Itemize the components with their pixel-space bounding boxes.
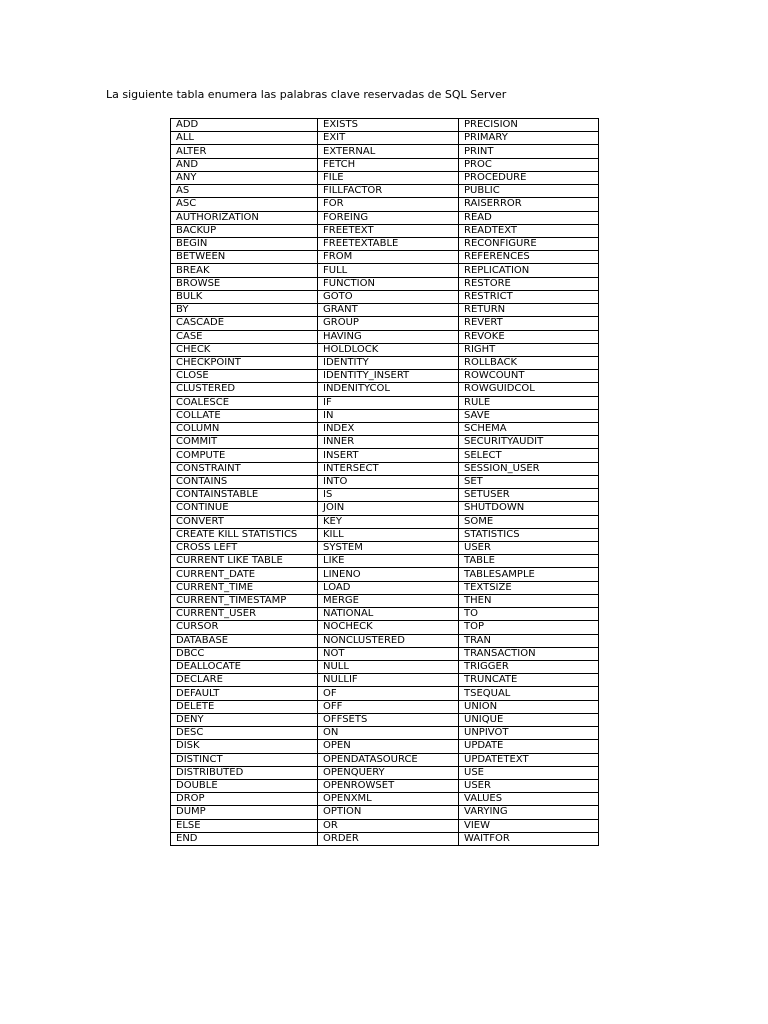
keyword-cell: DEFAULT [171, 687, 318, 700]
keyword-cell: WAITFOR [459, 832, 599, 845]
keyword-cell: RESTRICT [459, 290, 599, 303]
table-row [171, 647, 599, 660]
keyword-cell: PRIMARY [459, 132, 599, 145]
keyword-cell: ORDER [318, 832, 459, 845]
keyword-cell: DEALLOCATE [171, 660, 318, 673]
keyword-cell: RETURN [459, 304, 599, 317]
keyword-cell: INDEX [318, 423, 459, 436]
keyword-cell: OR [318, 819, 459, 832]
table-row [171, 330, 599, 343]
keyword-cell: EXTERNAL [318, 145, 459, 158]
keyword-cell: OFF [318, 700, 459, 713]
keyword-cell: UPDATE [459, 740, 599, 753]
keyword-cell: CURRENT_USER [171, 608, 318, 621]
table-row [171, 581, 599, 594]
keyword-cell: CASE [171, 330, 318, 343]
keyword-cell: NOCHECK [318, 621, 459, 634]
keyword-cell: IDENTITY [318, 356, 459, 369]
keyword-cell: DISTINCT [171, 753, 318, 766]
keyword-cell: LINENO [318, 568, 459, 581]
keyword-cell: FILLFACTOR [318, 185, 459, 198]
keyword-cell: REPLICATION [459, 264, 599, 277]
keyword-cell: LOAD [318, 581, 459, 594]
keyword-cell: DUMP [171, 806, 318, 819]
keyword-cell: CURSOR [171, 621, 318, 634]
keyword-cell: CHECKPOINT [171, 356, 318, 369]
table-row [171, 713, 599, 726]
table-row [171, 502, 599, 515]
keyword-cell: TO [459, 608, 599, 621]
keyword-cell: BROWSE [171, 277, 318, 290]
keywords-table-body [171, 119, 599, 846]
keyword-cell: ROWCOUNT [459, 370, 599, 383]
table-row [171, 277, 599, 290]
table-row [171, 264, 599, 277]
table-row [171, 621, 599, 634]
keyword-cell: CONTAINSTABLE [171, 489, 318, 502]
keyword-cell: UNIQUE [459, 713, 599, 726]
keyword-cell: INNER [318, 436, 459, 449]
keyword-cell: EXISTS [318, 119, 459, 132]
table-row [171, 237, 599, 250]
keyword-cell: TRANSACTION [459, 647, 599, 660]
table-row [171, 608, 599, 621]
keyword-cell: VALUES [459, 793, 599, 806]
keyword-cell: STATISTICS [459, 528, 599, 541]
keyword-cell: BREAK [171, 264, 318, 277]
keyword-cell: REVERT [459, 317, 599, 330]
keyword-cell: MERGE [318, 594, 459, 607]
keyword-cell: RESTORE [459, 277, 599, 290]
keyword-cell: CROSS LEFT [171, 542, 318, 555]
table-row [171, 185, 599, 198]
keyword-cell: OPTION [318, 806, 459, 819]
keyword-cell: DATABASE [171, 634, 318, 647]
keyword-cell: KILL [318, 528, 459, 541]
keyword-cell: TABLE [459, 555, 599, 568]
keyword-cell: DESC [171, 727, 318, 740]
keyword-cell: SOME [459, 515, 599, 528]
keyword-cell: TABLESAMPLE [459, 568, 599, 581]
keyword-cell: CURRENT_TIME [171, 581, 318, 594]
keyword-cell: VIEW [459, 819, 599, 832]
keyword-cell: FREETEXT [318, 224, 459, 237]
keyword-cell: CONTAINS [171, 475, 318, 488]
intro-paragraph: La siguiente tabla enumera las palabras clave reservadas de SQL Server [106, 88, 507, 101]
keyword-cell: EXIT [318, 132, 459, 145]
keyword-cell: NULLIF [318, 674, 459, 687]
keyword-cell: UNION [459, 700, 599, 713]
keyword-cell: REVOKE [459, 330, 599, 343]
keyword-cell: LIKE [318, 555, 459, 568]
keyword-cell: INDENITYCOL [318, 383, 459, 396]
table-row [171, 489, 599, 502]
keyword-cell: FETCH [318, 158, 459, 171]
keyword-cell: TRUNCATE [459, 674, 599, 687]
keyword-cell: FULL [318, 264, 459, 277]
table-row [171, 370, 599, 383]
keyword-cell: OF [318, 687, 459, 700]
keyword-cell: GROUP [318, 317, 459, 330]
reserved-keywords-table [170, 118, 599, 846]
keyword-cell: READ [459, 211, 599, 224]
keyword-cell: TRAN [459, 634, 599, 647]
keyword-cell: HOLDLOCK [318, 343, 459, 356]
table-row [171, 290, 599, 303]
keyword-cell: ON [318, 727, 459, 740]
keyword-cell: CLUSTERED [171, 383, 318, 396]
keyword-cell: THEN [459, 594, 599, 607]
keyword-cell: CONSTRAINT [171, 462, 318, 475]
keyword-cell: NONCLUSTERED [318, 634, 459, 647]
table-row [171, 779, 599, 792]
keyword-cell: INSERT [318, 449, 459, 462]
keyword-cell: OPENROWSET [318, 779, 459, 792]
table-row [171, 542, 599, 555]
keyword-cell: TRIGGER [459, 660, 599, 673]
keyword-cell: CASCADE [171, 317, 318, 330]
table-row [171, 158, 599, 171]
keyword-cell: FUNCTION [318, 277, 459, 290]
keyword-cell: CURRENT LIKE TABLE [171, 555, 318, 568]
table-row [171, 594, 599, 607]
keyword-cell: TOP [459, 621, 599, 634]
keyword-cell: SETUSER [459, 489, 599, 502]
keyword-cell: BULK [171, 290, 318, 303]
keyword-cell: RECONFIGURE [459, 237, 599, 250]
keyword-cell: SHUTDOWN [459, 502, 599, 515]
keyword-cell: CONTINUE [171, 502, 318, 515]
keyword-cell: TSEQUAL [459, 687, 599, 700]
keyword-cell: AND [171, 158, 318, 171]
keyword-cell: DOUBLE [171, 779, 318, 792]
keyword-cell: SESSION_USER [459, 462, 599, 475]
table-row [171, 819, 599, 832]
table-row [171, 753, 599, 766]
keyword-cell: PRECISION [459, 119, 599, 132]
keyword-cell: IDENTITY_INSERT [318, 370, 459, 383]
keyword-cell: IS [318, 489, 459, 502]
keyword-cell: GOTO [318, 290, 459, 303]
table-row [171, 674, 599, 687]
keyword-cell: PUBLIC [459, 185, 599, 198]
keyword-cell: USER [459, 779, 599, 792]
table-row [171, 211, 599, 224]
keyword-cell: CURRENT_TIMESTAMP [171, 594, 318, 607]
keyword-cell: FROM [318, 251, 459, 264]
keyword-cell: BETWEEN [171, 251, 318, 264]
keyword-cell: USER [459, 542, 599, 555]
table-row [171, 198, 599, 211]
table-row [171, 224, 599, 237]
table-row [171, 356, 599, 369]
keyword-cell: FREETEXTABLE [318, 237, 459, 250]
keyword-cell: PROCEDURE [459, 171, 599, 184]
table-row [171, 475, 599, 488]
keyword-cell: COLLATE [171, 409, 318, 422]
table-row [171, 660, 599, 673]
keyword-cell: OPEN [318, 740, 459, 753]
table-row [171, 727, 599, 740]
keyword-cell: CHECK [171, 343, 318, 356]
keyword-cell: AS [171, 185, 318, 198]
keyword-cell: SET [459, 475, 599, 488]
table-row [171, 555, 599, 568]
keyword-cell: COMMIT [171, 436, 318, 449]
keyword-cell: ELSE [171, 819, 318, 832]
keyword-cell: DROP [171, 793, 318, 806]
table-row [171, 740, 599, 753]
keyword-cell: CREATE KILL STATISTICS [171, 528, 318, 541]
keyword-cell: CLOSE [171, 370, 318, 383]
keyword-cell: OPENDATASOURCE [318, 753, 459, 766]
keyword-cell: CURRENT_DATE [171, 568, 318, 581]
keyword-cell: SCHEMA [459, 423, 599, 436]
table-row [171, 634, 599, 647]
table-row [171, 462, 599, 475]
keyword-cell: OFFSETS [318, 713, 459, 726]
table-row [171, 832, 599, 845]
table-row [171, 396, 599, 409]
keyword-cell: IN [318, 409, 459, 422]
table-row [171, 515, 599, 528]
keyword-cell: SELECT [459, 449, 599, 462]
table-row [171, 317, 599, 330]
table-row [171, 423, 599, 436]
keyword-cell: PRINT [459, 145, 599, 158]
keyword-cell: SAVE [459, 409, 599, 422]
keyword-cell: JOIN [318, 502, 459, 515]
keyword-cell: RULE [459, 396, 599, 409]
keyword-cell: FOR [318, 198, 459, 211]
keyword-cell: RAISERROR [459, 198, 599, 211]
keyword-cell: RIGHT [459, 343, 599, 356]
keyword-cell: KEY [318, 515, 459, 528]
table-row [171, 119, 599, 132]
keyword-cell: CONVERT [171, 515, 318, 528]
table-row [171, 436, 599, 449]
keyword-cell: ROLLBACK [459, 356, 599, 369]
table-row [171, 251, 599, 264]
table-row [171, 145, 599, 158]
keyword-cell: NOT [318, 647, 459, 660]
keyword-cell: USE [459, 766, 599, 779]
table-row [171, 700, 599, 713]
keyword-cell: DECLARE [171, 674, 318, 687]
keyword-cell: VARYING [459, 806, 599, 819]
keyword-cell: REFERENCES [459, 251, 599, 264]
table-row [171, 304, 599, 317]
keyword-cell: IF [318, 396, 459, 409]
keyword-cell: SECURITYAUDIT [459, 436, 599, 449]
keyword-cell: INTERSECT [318, 462, 459, 475]
keyword-cell: FILE [318, 171, 459, 184]
keyword-cell: ROWGUIDCOL [459, 383, 599, 396]
keyword-cell: ADD [171, 119, 318, 132]
keyword-cell: TEXTSIZE [459, 581, 599, 594]
keyword-cell: HAVING [318, 330, 459, 343]
keyword-cell: NULL [318, 660, 459, 673]
keyword-cell: END [171, 832, 318, 845]
keyword-cell: COALESCE [171, 396, 318, 409]
table-row [171, 132, 599, 145]
keyword-cell: BEGIN [171, 237, 318, 250]
keyword-cell: PROC [459, 158, 599, 171]
keyword-cell: UNPIVOT [459, 727, 599, 740]
keyword-cell: DELETE [171, 700, 318, 713]
table-row [171, 806, 599, 819]
table-row [171, 383, 599, 396]
keyword-cell: AUTHORIZATION [171, 211, 318, 224]
keyword-cell: ALL [171, 132, 318, 145]
keyword-cell: DISK [171, 740, 318, 753]
table-row [171, 343, 599, 356]
keyword-cell: ANY [171, 171, 318, 184]
table-row [171, 793, 599, 806]
keyword-cell: COLUMN [171, 423, 318, 436]
keyword-cell: COMPUTE [171, 449, 318, 462]
table-row [171, 409, 599, 422]
keyword-cell: ALTER [171, 145, 318, 158]
keyword-cell: BACKUP [171, 224, 318, 237]
keyword-cell: DISTRIBUTED [171, 766, 318, 779]
table-row [171, 528, 599, 541]
keyword-cell: UPDATETEXT [459, 753, 599, 766]
keyword-cell: DBCC [171, 647, 318, 660]
table-row [171, 171, 599, 184]
table-row [171, 766, 599, 779]
keyword-cell: DENY [171, 713, 318, 726]
keyword-cell: BY [171, 304, 318, 317]
table-row [171, 568, 599, 581]
keyword-cell: ASC [171, 198, 318, 211]
keyword-cell: SYSTEM [318, 542, 459, 555]
keyword-cell: OPENXML [318, 793, 459, 806]
table-row [171, 687, 599, 700]
keyword-cell: GRANT [318, 304, 459, 317]
keyword-cell: NATIONAL [318, 608, 459, 621]
keyword-cell: FOREING [318, 211, 459, 224]
table-row [171, 449, 599, 462]
keyword-cell: INTO [318, 475, 459, 488]
keyword-cell: READTEXT [459, 224, 599, 237]
keyword-cell: OPENQUERY [318, 766, 459, 779]
